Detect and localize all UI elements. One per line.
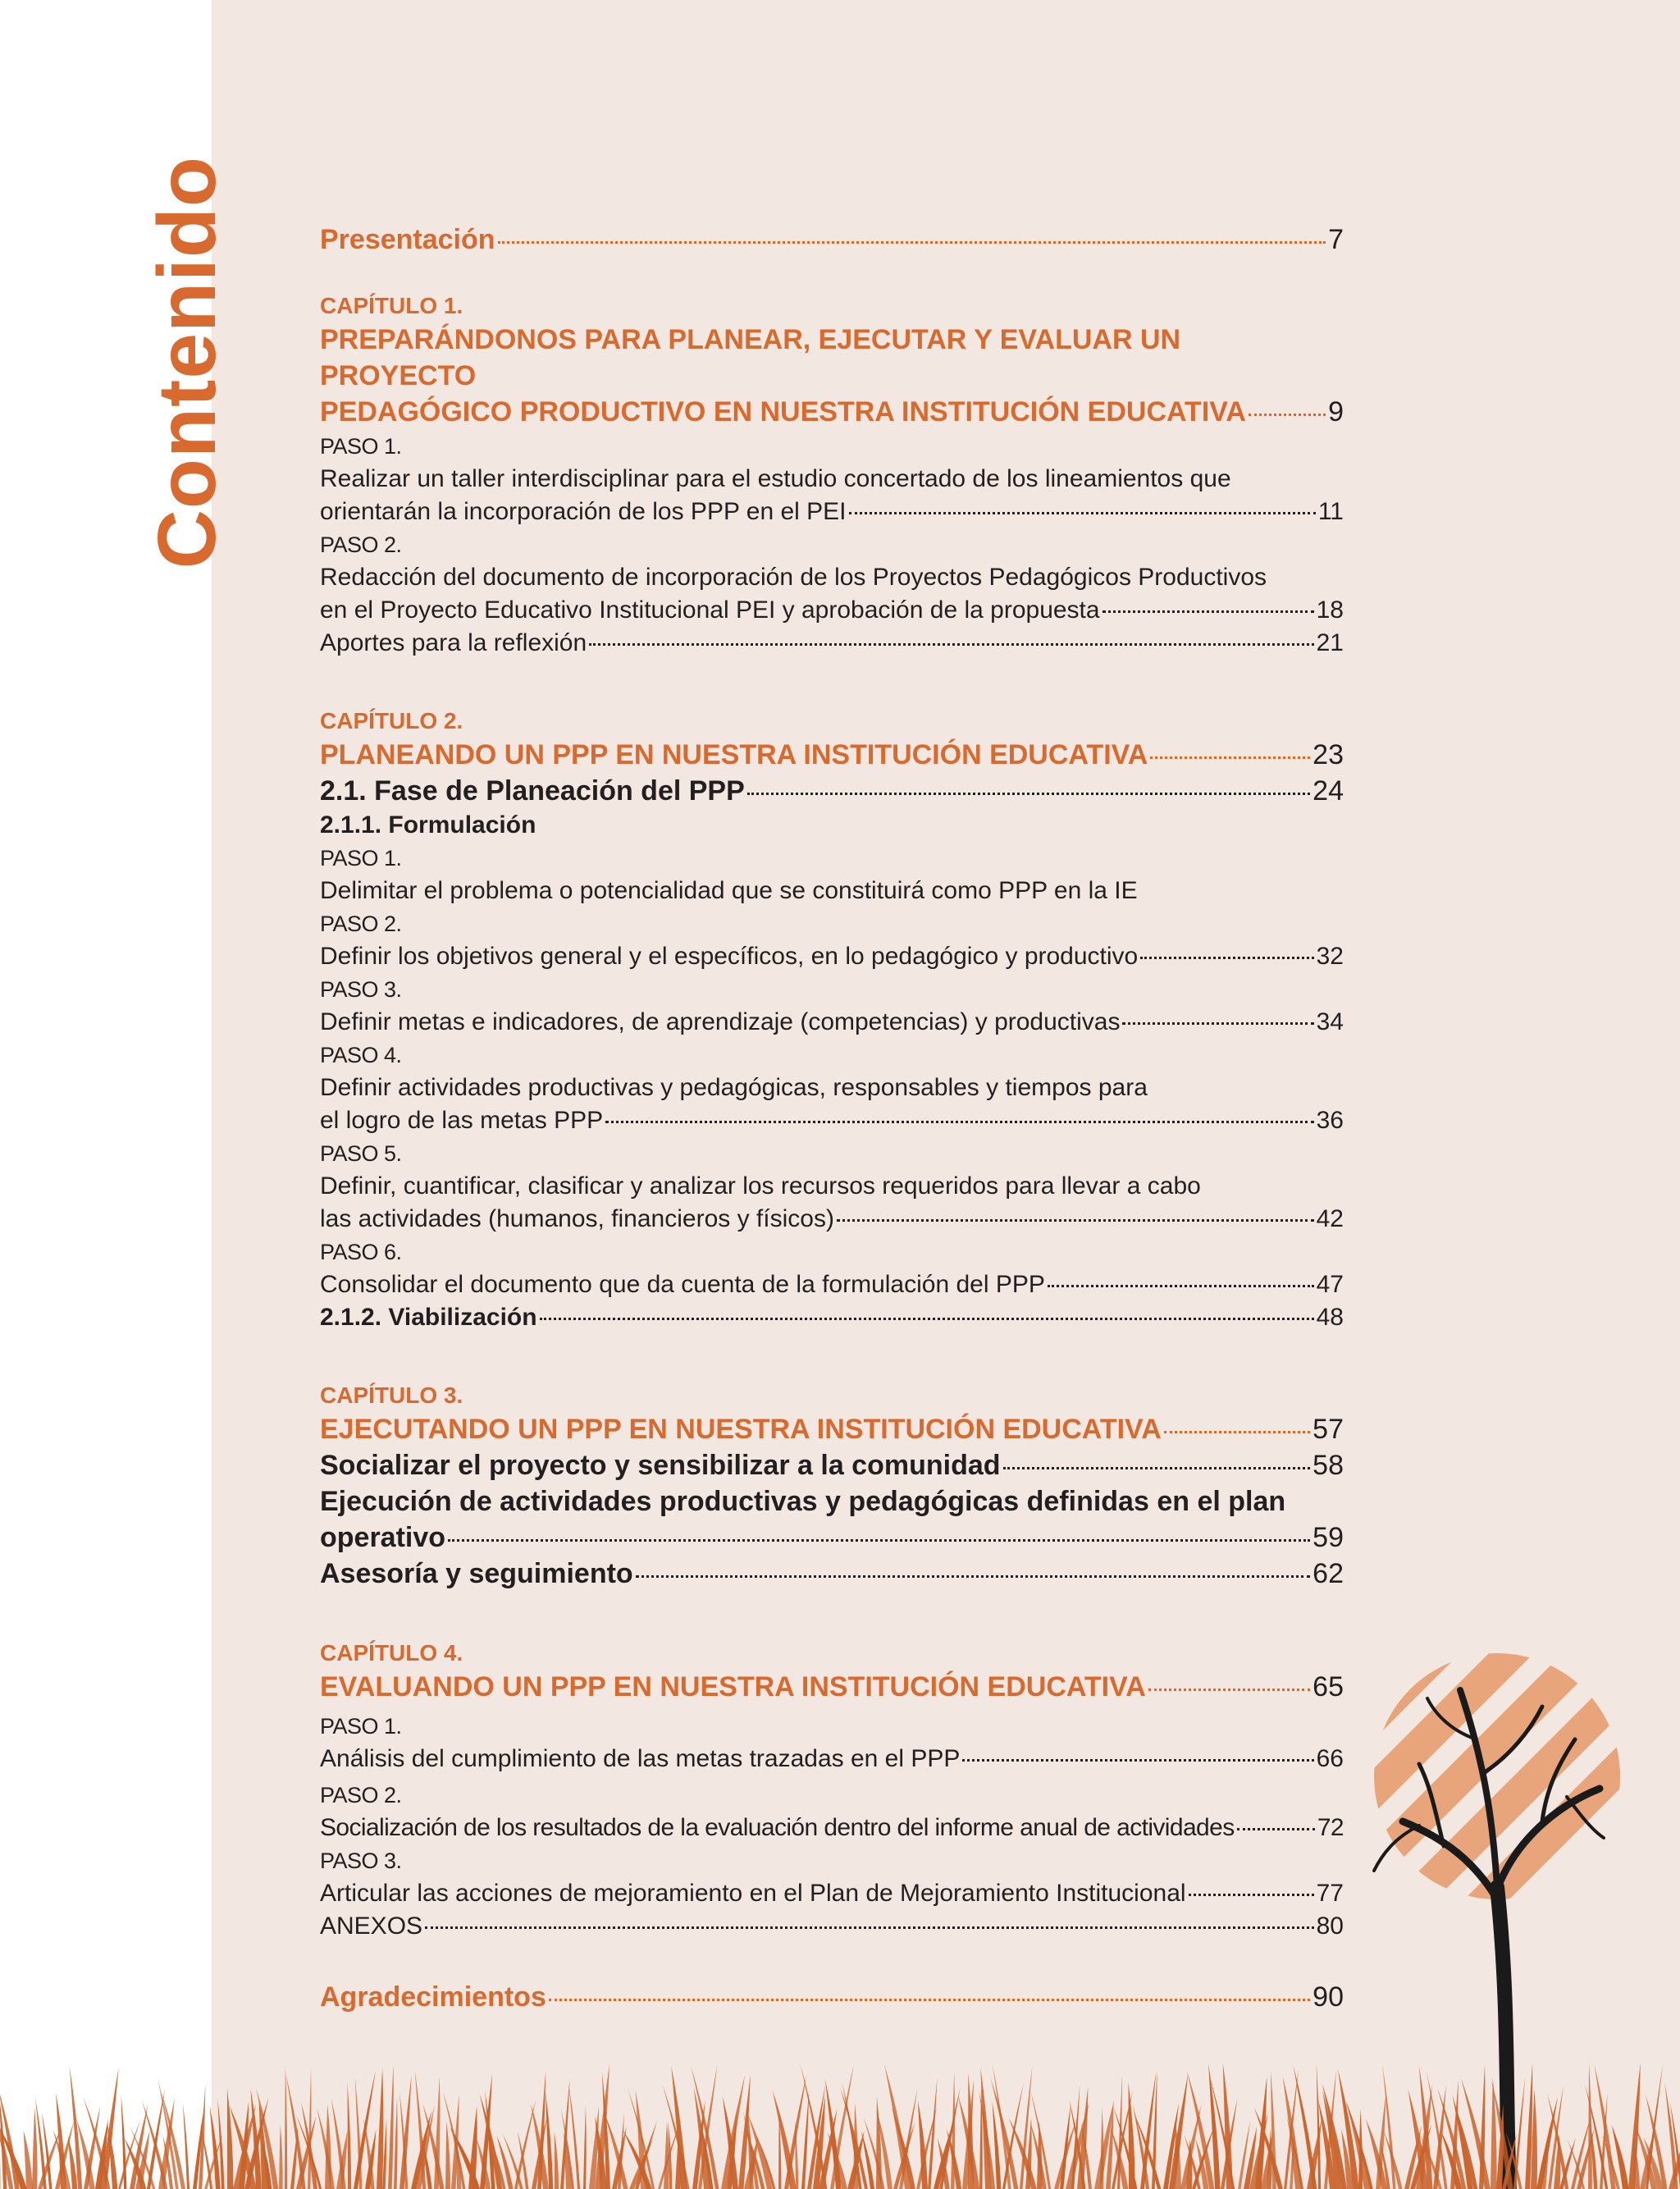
chapter-2-label: CAPÍTULO 2. (320, 708, 463, 733)
grass-blade (24, 2131, 33, 2189)
chapter-1-title-line1: PREPARÁNDONOS PARA PLANEAR, EJECUTAR Y EVALUAR UN PROYECTO (320, 324, 1181, 391)
grass-blade (1513, 2077, 1525, 2189)
grass-blade (348, 2082, 352, 2189)
toc-entry-chapter-4[interactable]: EVALUANDO UN PPP EN NUESTRA INSTITUCIÓN EDUCATIVA 65 (320, 1671, 1344, 1702)
toc-entry-cap4-paso2[interactable]: Socialización de los resultados de la evaluación dentro del informe anual de actividades 72 (320, 1814, 1344, 1841)
toc-subheading-formulacion: 2.1.1. Formulación (320, 811, 536, 839)
toc-entry-cap2-paso5[interactable]: las actividades (humanos, financieros y físicos) 42 (320, 1205, 1344, 1232)
paso-label: PASO 2. (320, 532, 402, 557)
toc-entry-cap4-paso1[interactable]: Análisis del cumplimiento de las metas trazadas en el PPP 66 (320, 1745, 1344, 1772)
paso-label: PASO 3. (320, 977, 402, 1002)
grass-blade (445, 2121, 450, 2189)
paso-label: PASO 1. (320, 846, 402, 871)
paso-label: PASO 2. (320, 1783, 402, 1807)
paso-label: PASO 4. (320, 1043, 402, 1067)
toc-entry-viabilizacion[interactable]: 2.1.2. Viabilización 48 (320, 1304, 1344, 1331)
toc-entry-fase-planeacion[interactable]: 2.1. Fase de Planeación del PPP 24 (320, 775, 1344, 807)
chapter-1-label: CAPÍTULO 1. (320, 293, 463, 318)
grass-blade (377, 2068, 383, 2189)
toc-entry-aportes[interactable]: Aportes para la reflexión 21 (320, 629, 1344, 656)
grass-blade (183, 2103, 189, 2189)
toc-entry-chapter-1[interactable]: PEDAGÓGICO PRODUCTIVO EN NUESTRA INSTITUCIÓN EDUCATIVA 9 (320, 396, 1344, 427)
chapter-4-label: CAPÍTULO 4. (320, 1640, 463, 1666)
grass-blade (1100, 2107, 1104, 2189)
grass-blade (32, 2107, 38, 2189)
grass-blade (664, 2122, 669, 2189)
toc-entry-asesoria[interactable]: Asesoría y seguimiento 62 (320, 1558, 1344, 1589)
toc-entry-cap2-paso1[interactable]: Delimitar el problema o potencialidad que se constituirá como PPP en la IE (320, 877, 1138, 904)
grass-blade (279, 2124, 283, 2189)
toc-text-line: Realizar un taller interdisciplinar para el estudio concertado de los lineamientos que (320, 465, 1231, 492)
grass-blade (394, 2096, 398, 2189)
grass-blade (1588, 2063, 1592, 2189)
toc-text-line: Definir, cuantificar, clasificar y analizar los recursos requeridos para llevar a cabo (320, 1172, 1201, 1200)
paso-label: PASO 1. (320, 434, 402, 459)
toc-entry-anexos[interactable]: ANEXOS 80 (320, 1913, 1344, 1940)
toc-entry-cap1-paso1[interactable]: orientarán la incorporación de los PPP en el PEI 11 (320, 498, 1344, 525)
toc-entry-cap2-paso6[interactable]: Consolidar el documento que da cuenta de la formulación del PPP 47 (320, 1271, 1344, 1298)
grass-blade (773, 2091, 797, 2189)
toc-entry-cap1-paso2[interactable]: en el Proyecto Educativo Institucional PEI y aprobación de la propuesta 18 (320, 596, 1344, 624)
paso-label: PASO 6. (320, 1240, 402, 1264)
toc-text-line: Ejecución de actividades productivas y pedagógicas definidas en el plan (320, 1486, 1286, 1517)
toc-entry-ejecucion[interactable]: operativo 59 (320, 1522, 1344, 1553)
toc-entry-presentacion[interactable]: Presentación 7 (320, 224, 1344, 255)
paso-label: PASO 2. (320, 912, 402, 936)
grass-blade (388, 2065, 394, 2189)
toc-entry-socializar[interactable]: Socializar el proyecto y sensibilizar a la comunidad 58 (320, 1450, 1344, 1481)
grass-blade (928, 2077, 938, 2189)
toc-entry-cap2-paso4[interactable]: el logro de las metas PPP 36 (320, 1107, 1344, 1134)
paso-label: PASO 5. (320, 1141, 402, 1166)
chapter-3-label: CAPÍTULO 3. (320, 1382, 463, 1408)
toc-text-line: Definir actividades productivas y pedagógicas, responsables y tiempos para (320, 1074, 1148, 1101)
toc-entry-cap2-paso3[interactable]: Definir metas e indicadores, de aprendizaje (competencias) y productivas 34 (320, 1008, 1344, 1035)
grass-blade (285, 2065, 287, 2189)
table-of-contents (320, 222, 1344, 2015)
section-title-vertical: Contenido (141, 156, 233, 569)
grass-blade (583, 2105, 587, 2189)
grass-blade (227, 2088, 234, 2189)
grass-blade (1664, 2083, 1678, 2189)
grass-blade (555, 2132, 559, 2189)
paso-label: PASO 1. (320, 1714, 402, 1739)
toc-entry-cap4-paso3[interactable]: Articular las acciones de mejoramiento en el Plan de Mejoramiento Institucional 77 (320, 1880, 1344, 1907)
toc-entry-chapter-3[interactable]: EJECUTANDO UN PPP EN NUESTRA INSTITUCIÓN EDUCATIVA 57 (320, 1414, 1344, 1445)
toc-entry-agradecimientos[interactable]: Agradecimientos 90 (320, 1981, 1344, 2013)
toc-entry-cap2-paso2[interactable]: Definir los objetivos general y el específicos, en lo pedagógico y productivo 32 (320, 943, 1344, 970)
grass-blade (801, 2090, 809, 2189)
grass-decoration (0, 2058, 1680, 2189)
paso-label: PASO 3. (320, 1849, 402, 1873)
grass-blade (1491, 2077, 1497, 2189)
toc-text-line: Redacción del documento de incorporación de los Proyectos Pedagógicos Productivos (320, 564, 1267, 591)
toc-entry-chapter-2[interactable]: PLANEANDO UN PPP EN NUESTRA INSTITUCIÓN EDUCATIVA 23 (320, 739, 1344, 770)
grass-blade (308, 2070, 311, 2189)
